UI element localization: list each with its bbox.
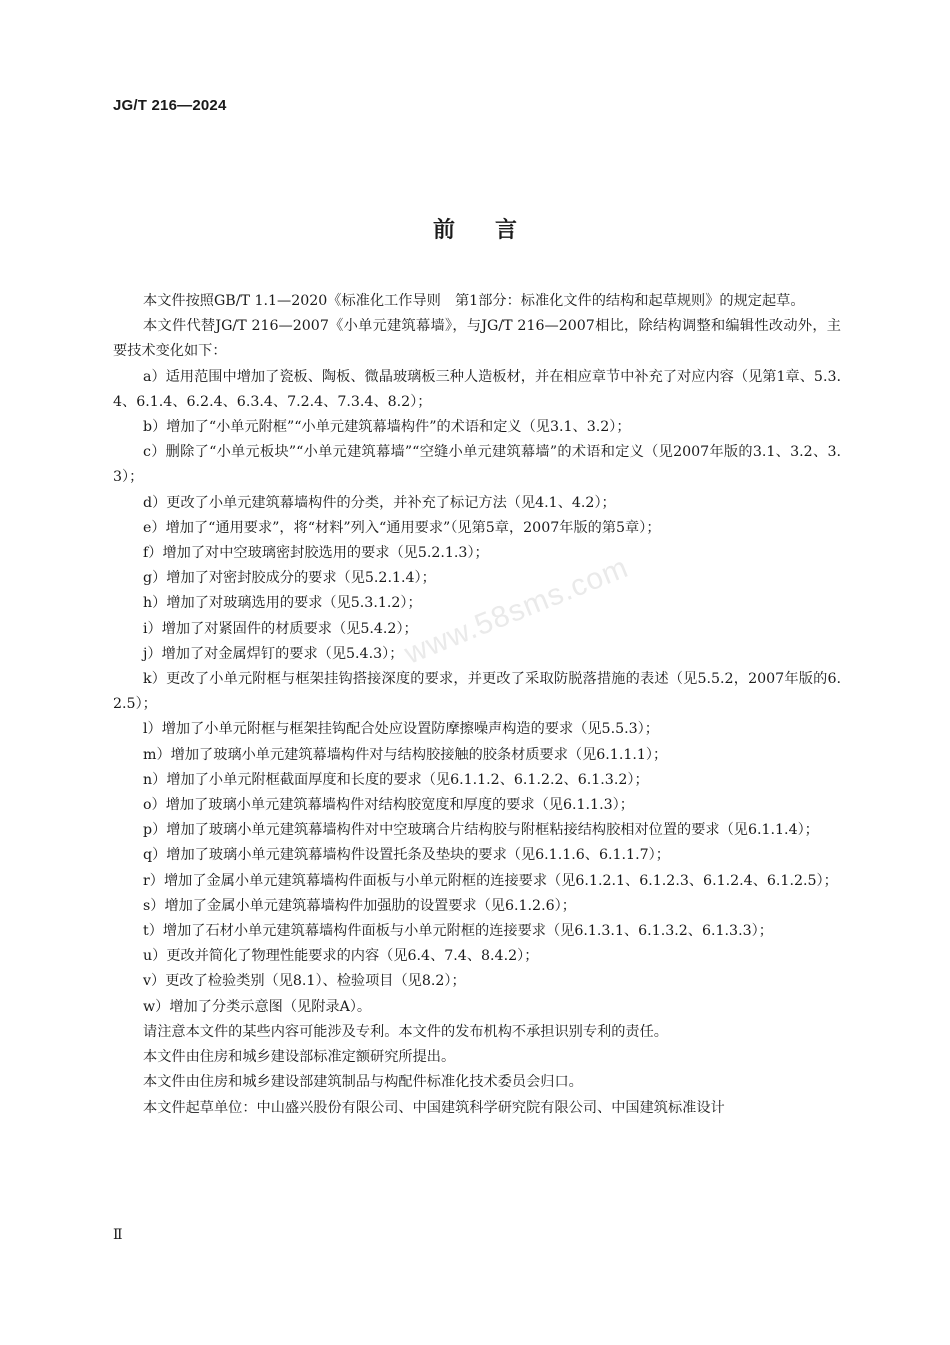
change-item-j: j）增加了对金属焊钉的要求（见5.4.3）； (143, 645, 404, 662)
change-item-l: l）增加了小单元附框与框架挂钩配合处应设置防摩擦噪声构造的要求（见5.5.3）； (143, 721, 659, 738)
standard-code: JG/T 216—2024 (113, 97, 227, 114)
paragraph-drafting-units: 本文件起草单位：中山盛兴股份有限公司、中国建筑科学研究院有限公司、中国建筑标准设计 (143, 1099, 725, 1116)
change-item-n: n）增加了小单元附框截面厚度和长度的要求（见6.1.1.2、6.1.2.2、6.1.3.2）； (143, 771, 649, 788)
change-item-p: p）增加了玻璃小单元建筑幕墙构件对中空玻璃合片结构胶与附框粘接结构胶相对位置的要求（见6.1.1.4）； (143, 822, 819, 839)
change-item-s: s）增加了金属小单元建筑幕墙构件加强肋的设置要求（见6.1.2.6）； (143, 897, 576, 914)
foreword-body (113, 289, 841, 1121)
page-number: Ⅱ (113, 1227, 123, 1243)
change-item-g: g）增加了对密封胶成分的要求（见5.2.1.4）； (143, 570, 436, 587)
change-item-c: c）删除了“小单元板块”“小单元建筑幕墙”“空缝小单元建筑幕墙”的术语和定义（见2007年版的3.1、3.2、3.3）； (113, 444, 841, 486)
change-item-d: d）更改了小单元建筑幕墙构件的分类，并补充了标记方法（见4.1、4.2）； (143, 494, 616, 511)
paragraph-administered-by: 本文件由住房和城乡建设部建筑制品与构配件标准化技术委员会归口。 (143, 1074, 583, 1091)
page-title: 前言 (432, 218, 557, 243)
change-item-o: o）增加了玻璃小单元建筑幕墙构件对结构胶宽度和厚度的要求（见6.1.1.3）； (143, 797, 634, 814)
paragraph-replaces: 本文件代替JG/T 216—2007《小单元建筑幕墙》，与JG/T 216—2007相比，除结构调整和编辑性改动外，主要技术变化如下： (113, 318, 841, 360)
change-item-w: w）增加了分类示意图（见附录A）。 (143, 998, 372, 1015)
change-item-f: f）增加了对中空玻璃密封胶选用的要求（见5.2.1.3）； (143, 545, 489, 562)
change-item-m: m）增加了玻璃小单元建筑幕墙构件对与结构胶接触的胶条材质要求（见6.1.1.1）； (143, 746, 668, 763)
change-item-k: k）更改了小单元附框与框架挂钩搭接深度的要求，并更改了采取防脱落措施的表述（见5.5.2，2007年版的6.2.5）； (113, 671, 841, 713)
paragraph-drafting-rules: 本文件按照GB/T 1.1—2020《标准化工作导则 第1部分：标准化文件的结构和起草规则》的规定起草。 (143, 293, 805, 309)
change-item-i: i）增加了对紧固件的材质要求（见5.4.2）； (143, 620, 418, 637)
paragraph-proposed-by: 本文件由住房和城乡建设部标准定额研究所提出。 (143, 1049, 456, 1066)
change-item-h: h）增加了对玻璃选用的要求（见5.3.1.2）； (143, 595, 422, 612)
change-item-t: t）增加了石材小单元建筑幕墙构件面板与小单元附框的连接要求（见6.1.3.1、6.1.3.2、6.1.3.3）； (143, 923, 773, 940)
change-item-q: q）增加了玻璃小单元建筑幕墙构件设置托条及垫块的要求（见6.1.1.6、6.1.1.7）； (143, 847, 670, 864)
change-item-r: r）增加了金属小单元建筑幕墙构件面板与小单元附框的连接要求（见6.1.2.1、6.1.2.3、6.1.2.4、6.1.2.5）； (143, 872, 838, 889)
change-item-u: u）更改并简化了物理性能要求的内容（见6.4、7.4、8.4.2）； (143, 948, 539, 965)
change-item-b: b）增加了“小单元附框”“小单元建筑幕墙构件”的术语和定义（见3.1、3.2）； (143, 419, 631, 436)
paragraph-patent-notice: 请注意本文件的某些内容可能涉及专利。本文件的发布机构不承担识别专利的责任。 (143, 1023, 668, 1040)
change-item-v: v）更改了检验类别（见8.1）、检验项目（见8.2）； (143, 973, 466, 990)
change-item-a: a）适用范围中增加了瓷板、陶板、微晶玻璃板三种人造板材，并在相应章节中补充了对应内容（见第1章、5.3.4、6.1.4、6.2.4、6.3.4、7.2.4、7.3.4、8.2）； (113, 368, 841, 410)
change-item-e: e）增加了“通用要求”，将“材料”列入“通用要求”（见第5章，2007年版的第5章）； (143, 519, 661, 536)
watermark: www.58sms.com (400, 550, 634, 671)
